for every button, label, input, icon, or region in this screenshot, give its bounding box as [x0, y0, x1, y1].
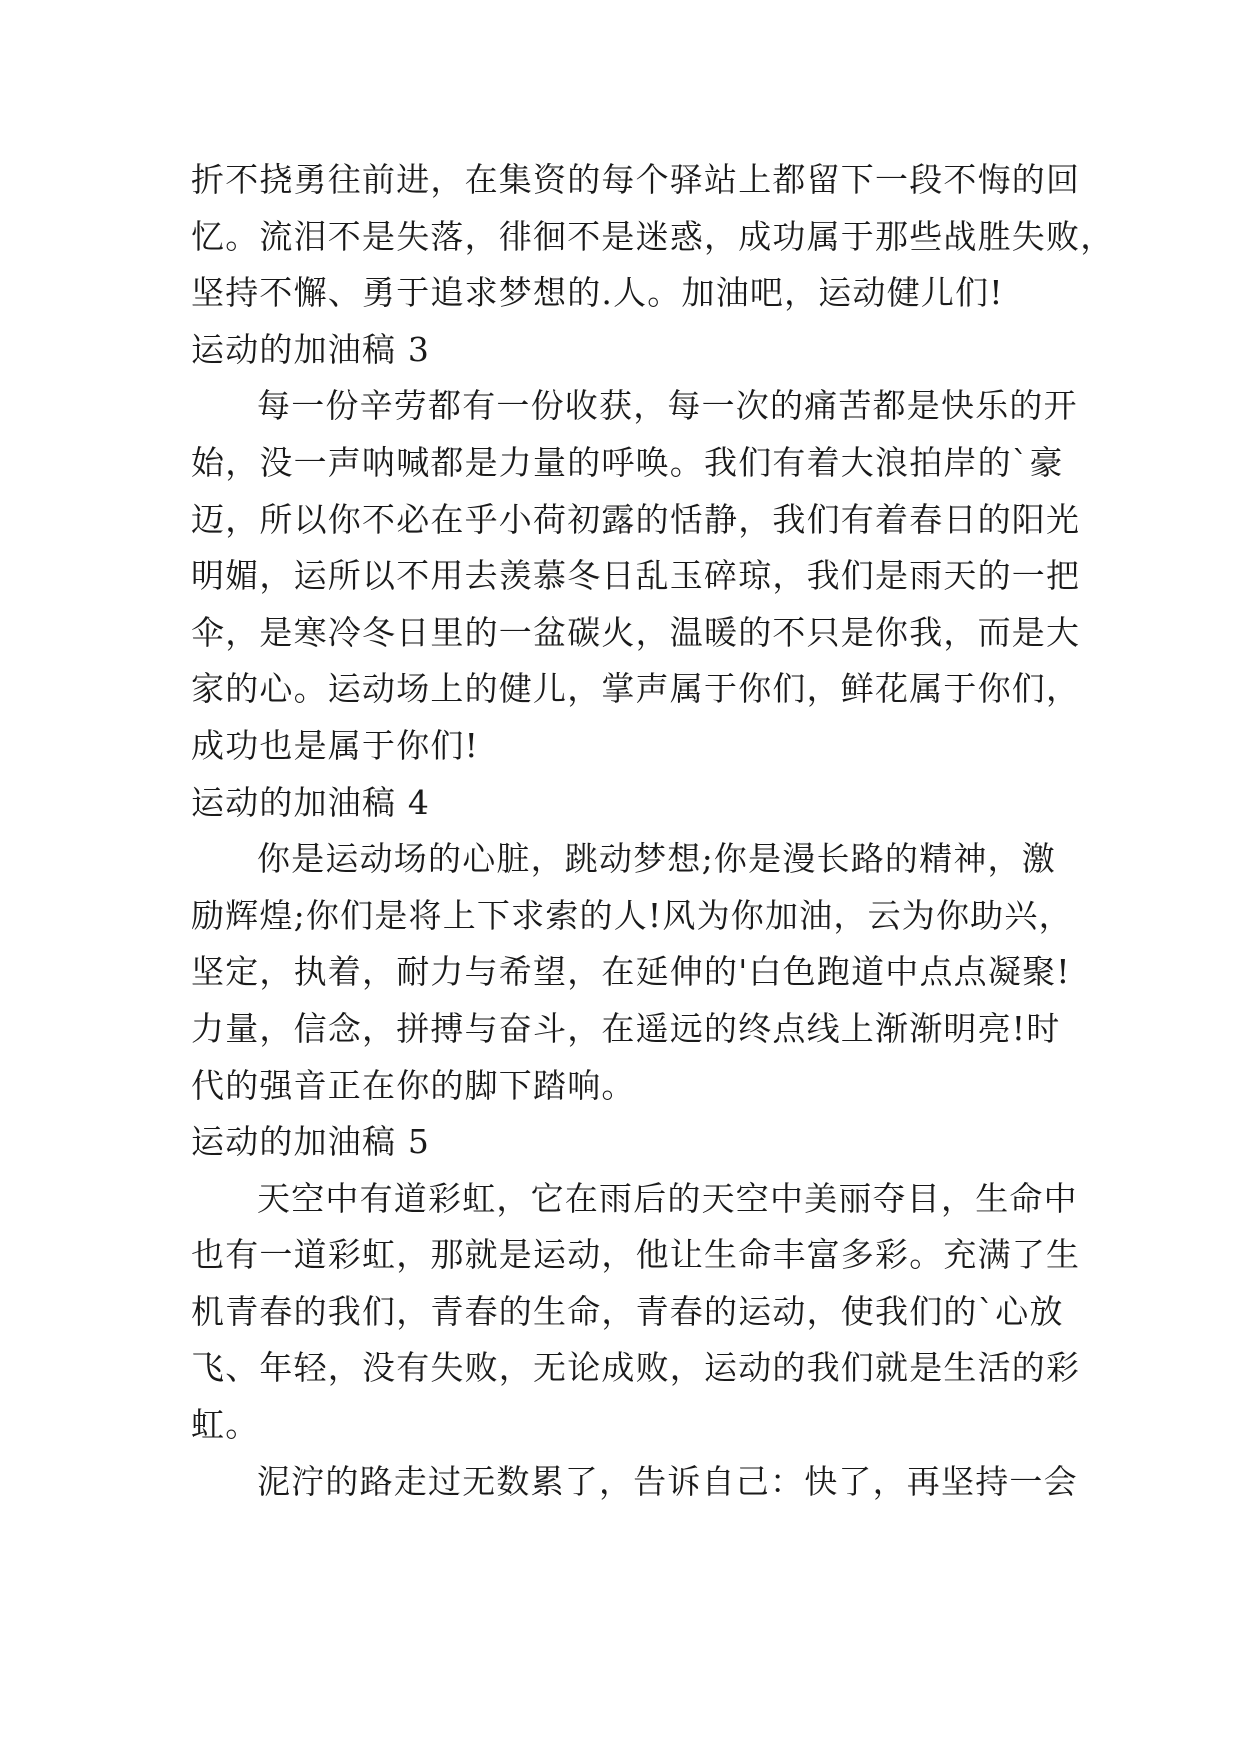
paragraph-line: 家的心。运动场上的健儿，掌声属于你们，鲜花属于你们，	[191, 669, 1081, 709]
paragraph-line: 你是运动场的心脏，跳动梦想;你是漫长路的精神，激	[257, 839, 1056, 879]
paragraph-line: 虹。	[191, 1405, 260, 1445]
paragraph-line: 明媚，运所以不用去羡慕冬日乱玉碎琼，我们是雨天的一把	[191, 556, 1081, 596]
paragraph-line: 泥泞的路走过无数累了，告诉自己：快了，再坚持一会	[257, 1461, 1078, 1501]
paragraph-line: 力量，信念，拼搏与奋斗，在遥远的终点线上渐渐明亮!时	[191, 1008, 1061, 1048]
paragraph-line: 伞，是寒冷冬日里的一盆碳火，温暖的不只是你我，而是大	[191, 612, 1081, 652]
paragraph-line: 飞、年轻，没有失败，无论成败，运动的我们就是生活的彩	[191, 1348, 1081, 1388]
paragraph-line: 坚持不懈、勇于追求梦想的.人。加油吧，运动健儿们!	[191, 273, 1004, 313]
section-heading: 运动的加油稿 5	[191, 1122, 431, 1162]
paragraph-line: 忆。流泪不是失落，徘徊不是迷惑，成功属于那些战胜失败，	[191, 216, 1115, 256]
paragraph-line: 励辉煌;你们是将上下求索的人!风为你加油，云为你助兴，	[191, 895, 1073, 935]
paragraph-line: 机青春的我们，青春的生命，青春的运动，使我们的`心放	[191, 1291, 1064, 1331]
paragraph-line: 坚定，执着，耐力与希望，在延伸的'白色跑道中点点凝聚!	[191, 952, 1071, 992]
paragraph-line: 天空中有道彩虹，它在雨后的天空中美丽夺目，生命中	[257, 1178, 1078, 1218]
paragraph-line: 代的强音正在你的脚下踏响。	[191, 1065, 636, 1105]
paragraph-line: 始，没一声呐喊都是力量的呼唤。我们有着大浪拍岸的`豪	[191, 442, 1064, 482]
paragraph-line: 成功也是属于你们!	[191, 725, 480, 765]
paragraph-line: 也有一道彩虹，那就是运动，他让生命丰富多彩。充满了生	[191, 1235, 1081, 1275]
section-heading: 运动的加油稿 3	[191, 329, 431, 369]
paragraph-line: 每一份辛劳都有一份收获，每一次的痛苦都是快乐的开	[257, 386, 1078, 426]
section-heading: 运动的加油稿 4	[191, 782, 431, 822]
paragraph-line: 迈，所以你不必在乎小荷初露的恬静，我们有着春日的阳光	[191, 499, 1081, 539]
paragraph-line: 折不挠勇往前进，在集资的每个驿站上都留下一段不悔的回	[191, 160, 1081, 199]
document-body	[191, 152, 1115, 1510]
